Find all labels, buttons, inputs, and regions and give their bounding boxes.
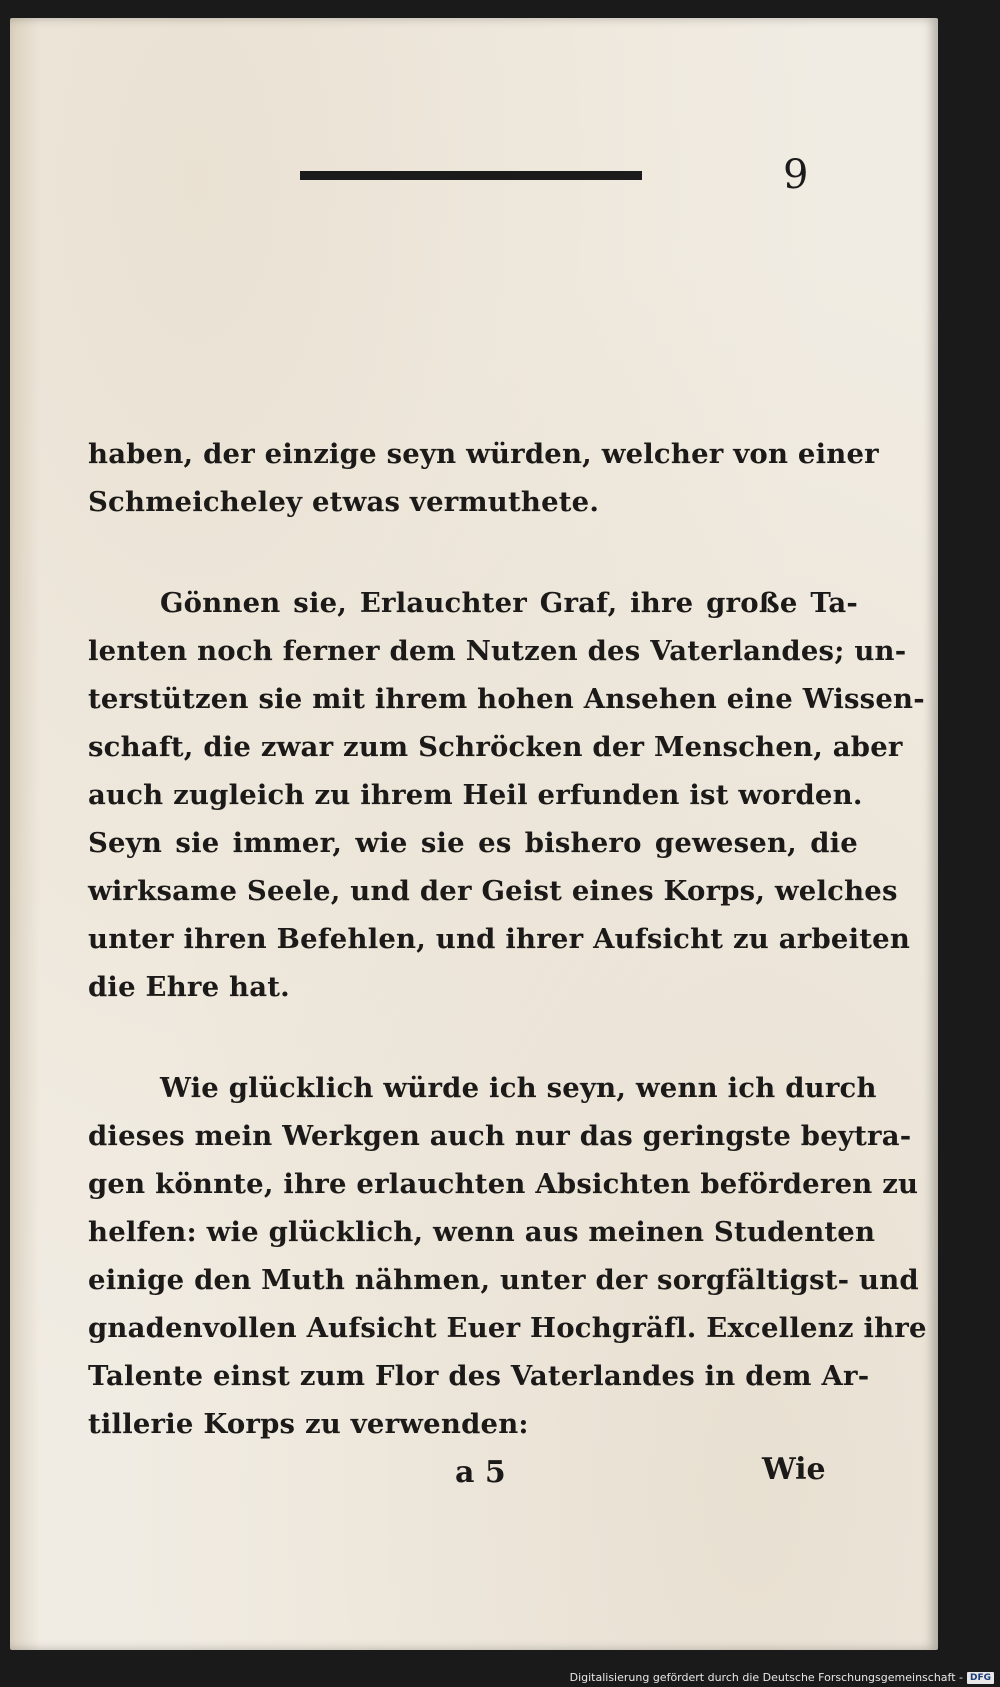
catchword: Wie [762, 1452, 826, 1487]
text-line: Seyn sie immer, wie sie es bishero gewesen, die [88, 827, 858, 859]
text-line: einige den Muth nähmen, unter der sorgfältigst- und [88, 1264, 919, 1296]
text-line: gnadenvollen Aufsicht Euer Hochgräfl. Excellenz ihre [88, 1312, 927, 1344]
dfg-logo: DFG [967, 1672, 994, 1684]
header-rule [300, 171, 642, 180]
text-line: haben, der einzige seyn würden, welcher von einer [88, 438, 879, 470]
credit-text: Digitalisierung gefördert durch die Deutsche Forschungsgemeinschaft - [569, 1671, 963, 1684]
text-line: unter ihren Befehlen, und ihrer Aufsicht zu arbeiten [88, 923, 911, 955]
paragraph-2 [88, 579, 925, 1011]
text-line: Talente einst zum Flor des Vaterlandes in dem Ar- [88, 1360, 870, 1392]
text-line: gen könnte, ihre erlauchten Absichten beförderen zu [88, 1168, 919, 1200]
digitization-credit [570, 1671, 994, 1684]
text-line: die Ehre hat. [88, 971, 290, 1003]
text-line: Wie glücklich würde ich seyn, wenn ich durch [160, 1072, 877, 1104]
text-line: terstützen sie mit ihrem hohen Ansehen eine Wissen- [88, 683, 925, 715]
text-line: auch zugleich zu ihrem Heil erfunden ist worden. [88, 779, 863, 811]
text-line: schaft, die zwar zum Schröcken der Menschen, aber [88, 731, 903, 763]
paragraph-1 [88, 430, 879, 526]
text-line: tillerie Korps zu verwenden: [88, 1408, 529, 1440]
text-line: Schmeicheley etwas vermuthete. [88, 486, 600, 518]
signature-mark: a 5 [455, 1455, 506, 1490]
text-line: wirksame Seele, und der Geist eines Korps, welches [88, 875, 898, 907]
text-line: dieses mein Werkgen auch nur das geringste beytra- [88, 1120, 912, 1152]
text-line: lenten noch ferner dem Nutzen des Vaterlandes; un- [88, 635, 907, 667]
paragraph-3 [88, 1064, 927, 1448]
text-line: Gönnen sie, Erlauchter Graf, ihre große Ta- [160, 587, 858, 619]
text-line: helfen: wie glücklich, wenn aus meinen Studenten [88, 1216, 876, 1248]
page-number: 9 [783, 152, 809, 198]
